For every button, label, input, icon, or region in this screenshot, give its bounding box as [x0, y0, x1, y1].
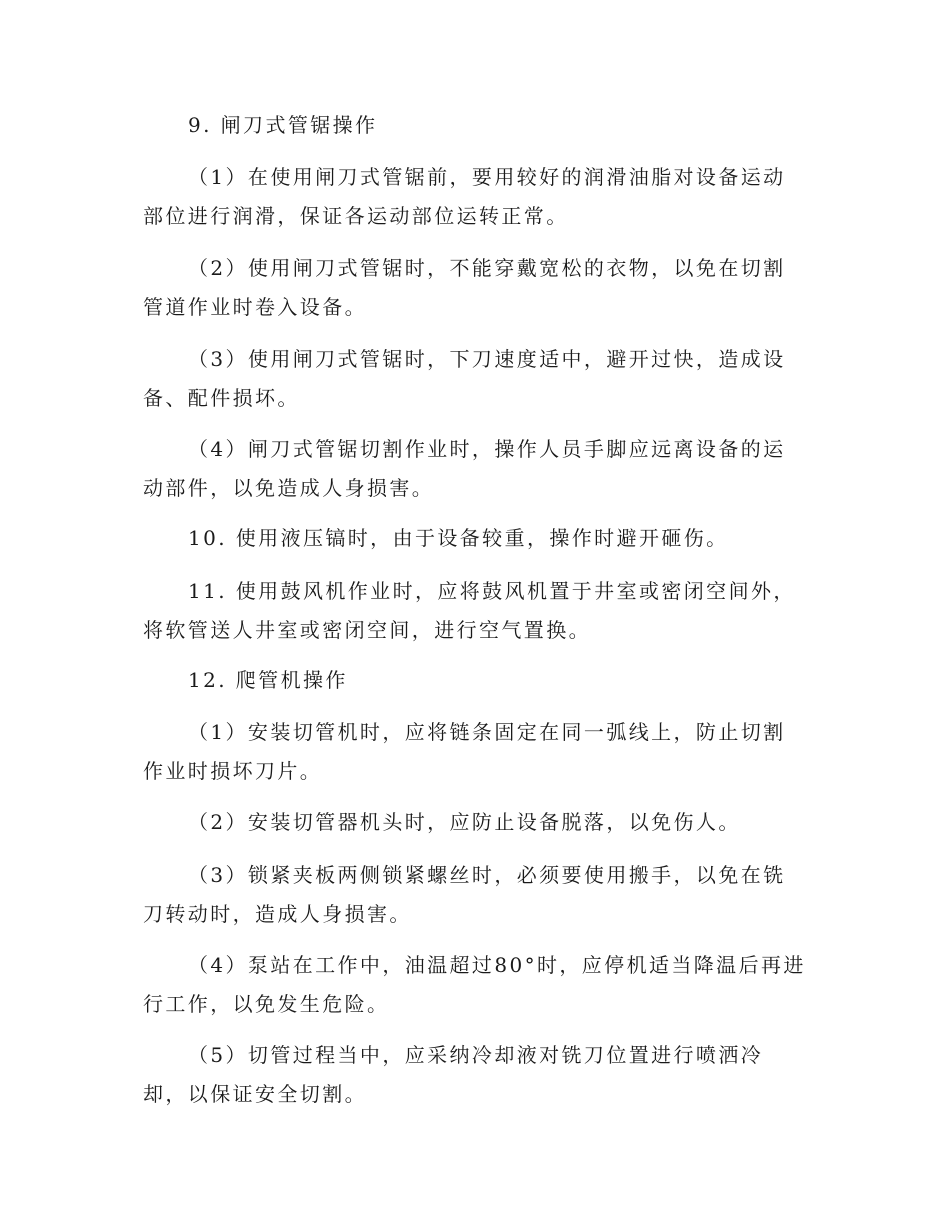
paragraph: （2）安装切管器机头时，应防止设备脱落，以免伤人。	[188, 810, 741, 834]
section-heading-9: 9. 闸刀式管锯操作	[188, 113, 378, 137]
paragraph: （5）切管过程当中，应采纳冷却液对铣刀位置进行喷洒冷却，以保证安全切割。	[143, 1043, 764, 1106]
section-heading-12: 12. 爬管机操作	[188, 668, 348, 692]
section-item-11: 11. 使用鼓风机作业时，应将鼓风机置于井室或密闭空间外，将软管送人井室或密闭空间，进行空气置换。	[143, 579, 796, 642]
paragraph: （1）安装切管机时，应将链条固定在同一弧线上，防止切割作业时损坏刀片。	[143, 720, 786, 783]
paragraph: （2）使用闸刀式管锯时，不能穿戴宽松的衣物，以免在切割管道作业时卷入设备。	[143, 256, 786, 319]
paragraph: （4）泵站在工作中，油温超过80°时，应停机适当降温后再进行工作，以免发生危险。	[143, 953, 806, 1016]
paragraph: （3）使用闸刀式管锯时，下刀速度适中，避开过快，造成设备、配件损坏。	[143, 347, 786, 410]
paragraph: （1）在使用闸刀式管锯前，要用较好的润滑油脂对设备运动部位进行润滑，保证各运动部位运转正常。	[143, 165, 786, 228]
paragraph: （4）闸刀式管锯切割作业时，操作人员手脚应远离设备的运动部件，以免造成人身损害。	[143, 437, 786, 500]
section-item-10: 10. 使用液压镐时，由于设备较重，操作时避开砸伤。	[188, 526, 729, 550]
paragraph: （3）锁紧夹板两侧锁紧螺丝时，必须要使用搬手，以免在铣刀转动时，造成人身损害。	[143, 863, 786, 926]
